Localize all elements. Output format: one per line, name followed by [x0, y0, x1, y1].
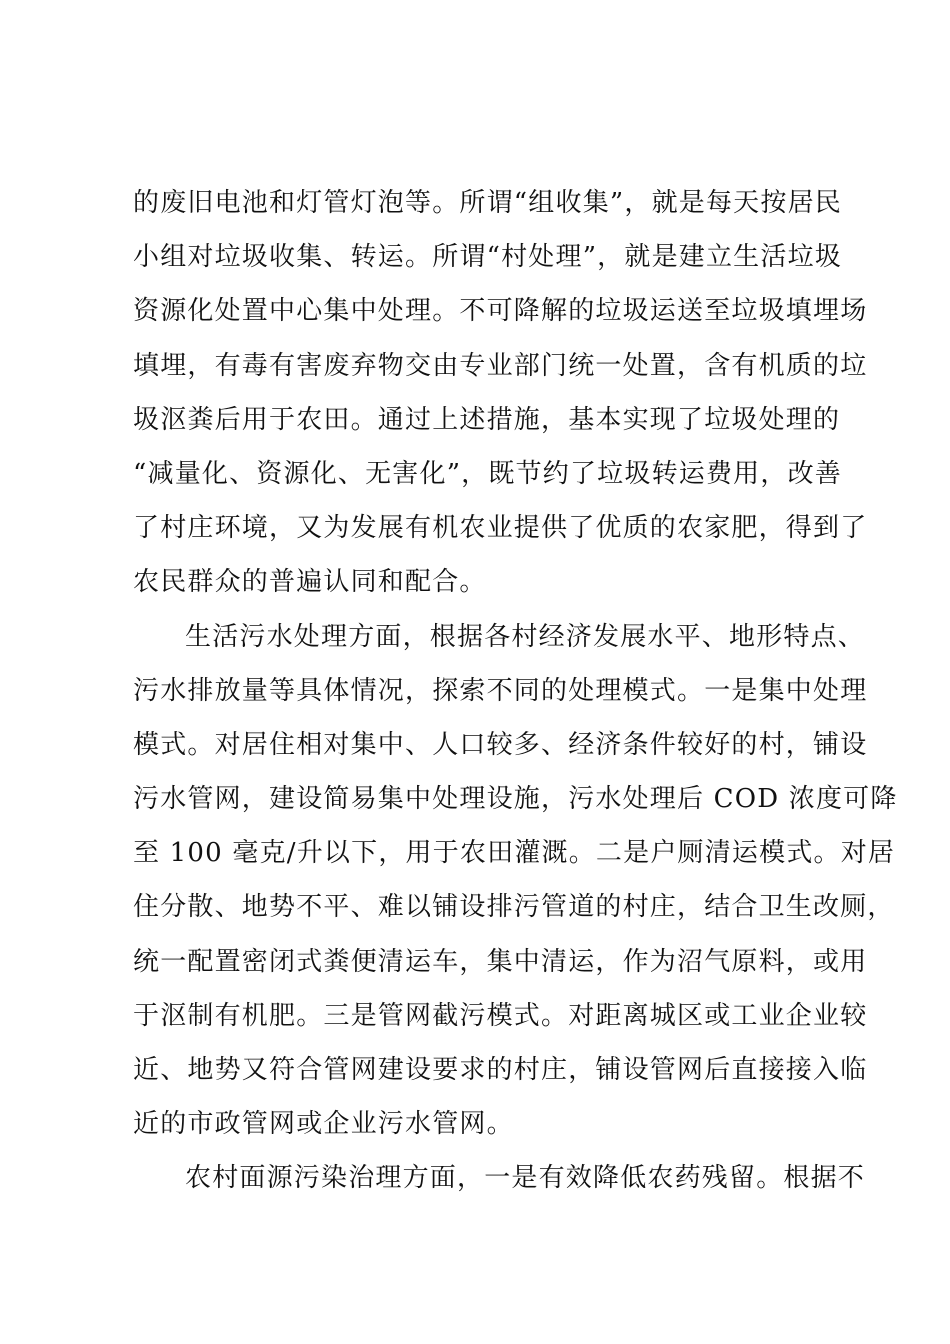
text-line: 资源化处置中心集中处理。不可降解的垃圾运送至垃圾填埋场: [133, 296, 868, 327]
text-line: “减量化、资源化、无害化”，既节约了垃圾转运费用，改善: [133, 458, 842, 489]
text-line: 小组对垃圾收集、转运。所谓“村处理”，就是建立生活垃圾: [133, 242, 842, 273]
text-line: 污水管网，建设简易集中处理设施，污水处理后 COD 浓度可降: [133, 784, 898, 815]
text-line: 农民群众的普遍认同和配合。: [133, 567, 487, 598]
text-line: 统一配置密闭式粪便清运车，集中清运，作为沼气原料，或用: [133, 946, 868, 977]
text-line: 于沤制有机肥。三是管网截污模式。对距离城区或工业企业较: [133, 1000, 868, 1031]
text-line: 至 100 毫克/升以下，用于农田灌溉。二是户厕清运模式。对居: [133, 838, 896, 869]
text-line: 填埋，有毒有害废弃物交由专业部门统一处置，含有机质的垃: [133, 350, 868, 381]
text-line: 了村庄环境，又为发展有机农业提供了优质的农家肥，得到了: [133, 513, 868, 544]
paragraph-start-line: 农村面源污染治理方面，一是有效降低农药残留。根据不: [185, 1163, 866, 1194]
paragraph-start-line: 生活污水处理方面，根据各村经济发展水平、地形特点、: [185, 621, 866, 652]
text-line: 圾沤粪后用于农田。通过上述措施，基本实现了垃圾处理的: [133, 404, 841, 435]
body-text: [133, 176, 898, 1206]
text-line: 模式。对居住相对集中、人口较多、经济条件较好的村，铺设: [133, 729, 868, 760]
text-line: 近的市政管网或企业污水管网。: [133, 1109, 514, 1140]
text-line: 污水排放量等具体情况，探索不同的处理模式。一是集中处理: [133, 675, 868, 706]
text-line: 近、地势又符合管网建设要求的村庄，铺设管网后直接接入临: [133, 1055, 868, 1085]
text-line: 住分散、地势不平、难以铺设排污管道的村庄，结合卫生改厕，: [133, 892, 895, 923]
text-line: 的废旧电池和灯管灯泡等。所谓“组收集”，就是每天按居民: [133, 188, 842, 218]
